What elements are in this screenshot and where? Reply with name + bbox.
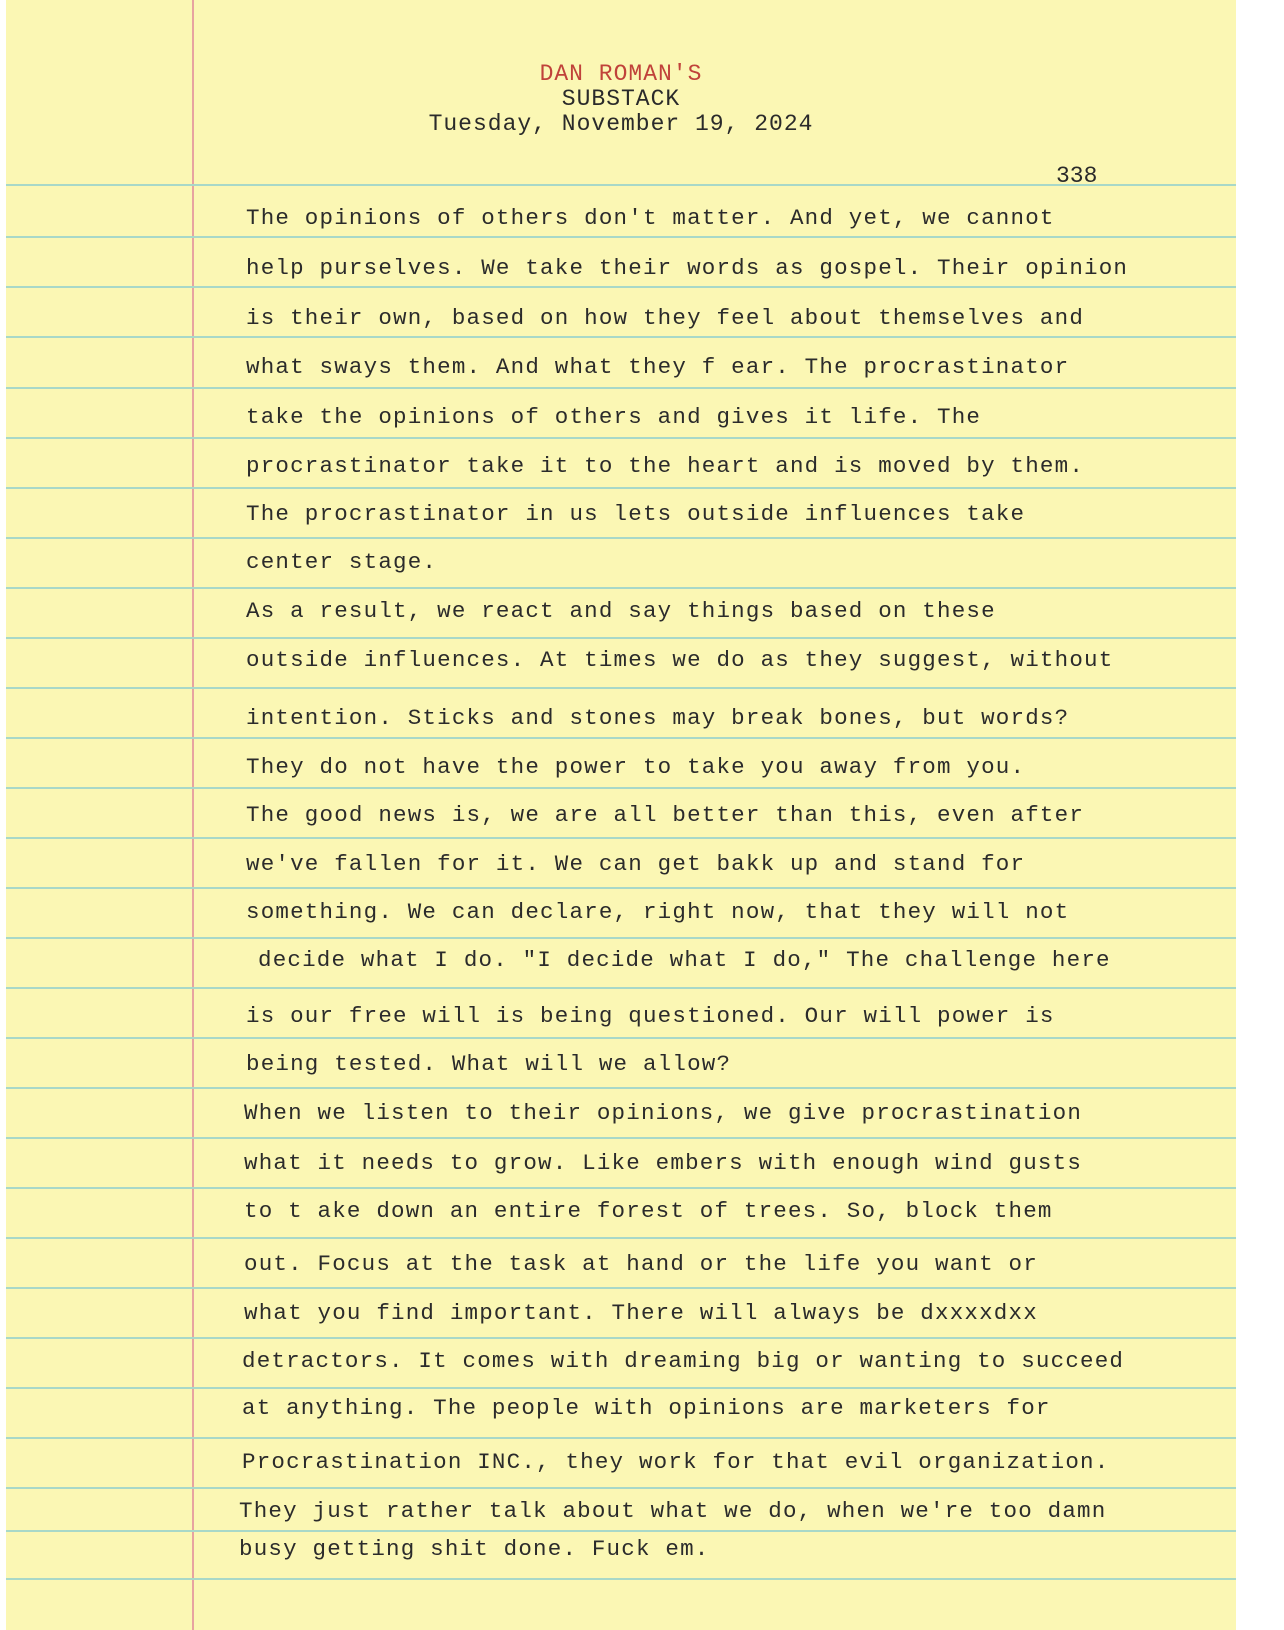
- body-line: to t ake down an entire forest of trees. So, block them: [244, 1198, 1053, 1224]
- body-line: The opinions of others don't matter. And yet, we cannot: [246, 205, 1055, 231]
- ruled-line: [6, 1087, 1236, 1089]
- body-line: something. We can declare, right now, that they will not: [246, 899, 1070, 925]
- ruled-line: [6, 286, 1236, 288]
- ruled-line: [6, 687, 1236, 689]
- body-line: what sways them. And what they f ear. The procrastinator: [246, 354, 1070, 380]
- ruled-line: [6, 1237, 1236, 1239]
- ruled-line: [6, 1287, 1236, 1289]
- body-line: take the opinions of others and gives it life. The: [246, 404, 982, 430]
- body-line: what it needs to grow. Like embers with enough wind gusts: [244, 1150, 1083, 1176]
- ruled-line: [6, 487, 1236, 489]
- ruled-line: [6, 1387, 1236, 1389]
- body-line: As a result, we react and say things based on these: [246, 598, 996, 624]
- body-line: center stage.: [246, 549, 438, 575]
- header-publication: SUBSTACK: [561, 86, 681, 112]
- ruled-line: [6, 236, 1236, 238]
- ruled-line: [6, 937, 1236, 939]
- body-line: The good news is, we are all better than this, even after: [246, 802, 1085, 828]
- body-line: what you find important. There will always be dxxxxdxx: [244, 1300, 1038, 1326]
- body-line: They do not have the power to take you away from you.: [246, 754, 1026, 780]
- ruled-line: [6, 1487, 1236, 1489]
- body-line: is our free will is being questioned. Our will power is: [246, 1003, 1055, 1029]
- ruled-line: [6, 637, 1236, 639]
- ruled-line: [6, 1578, 1236, 1580]
- margin-line: [192, 0, 194, 1630]
- body-line: outside influences. At times we do as they suggest, without: [246, 647, 1114, 673]
- ruled-line: [6, 787, 1236, 789]
- body-line: They just rather talk about what we do, when we're too damn: [239, 1498, 1107, 1524]
- header-date: Tuesday, November 19, 2024: [428, 111, 814, 137]
- ruled-line: [6, 537, 1236, 539]
- ruled-line: [6, 1037, 1236, 1039]
- body-line: help purselves. We take their words as gospel. Their opinion: [246, 255, 1129, 281]
- ruled-line: [6, 437, 1236, 439]
- ruled-line: [6, 1337, 1236, 1339]
- body-line: we've fallen for it. We can get bakk up and stand for: [246, 851, 1026, 877]
- ruled-line: [6, 387, 1236, 389]
- page-number: 338: [1056, 163, 1098, 189]
- ruled-line: [6, 987, 1236, 989]
- ruled-line: [6, 184, 1236, 186]
- body-line: decide what I do. "I decide what I do," The challenge here: [258, 947, 1111, 973]
- ruled-line: [6, 336, 1236, 338]
- body-line: is their own, based on how they feel about themselves and: [246, 305, 1085, 331]
- body-line: busy getting shit done. Fuck em.: [239, 1536, 710, 1562]
- body-line: Procrastination INC., they work for that evil organization.: [242, 1449, 1110, 1475]
- ruled-line: [6, 737, 1236, 739]
- body-line: intention. Sticks and stones may break bones, but words?: [246, 705, 1070, 731]
- ruled-line: [6, 1437, 1236, 1439]
- ruled-line: [6, 887, 1236, 889]
- notebook-page: [6, 0, 1236, 1630]
- header-author: DAN ROMAN'S: [539, 61, 703, 87]
- body-line: When we listen to their opinions, we give procrastination: [244, 1100, 1083, 1126]
- body-line: procrastinator take it to the heart and is moved by them.: [246, 453, 1085, 479]
- body-line: out. Focus at the task at hand or the life you want or: [244, 1251, 1038, 1277]
- ruled-line: [6, 1530, 1236, 1532]
- ruled-line: [6, 1137, 1236, 1139]
- body-line: detractors. It comes with dreaming big or wanting to succeed: [242, 1348, 1125, 1374]
- body-line: at anything. The people with opinions are marketers for: [242, 1395, 1051, 1421]
- body-line: being tested. What will we allow?: [246, 1051, 732, 1077]
- ruled-line: [6, 1187, 1236, 1189]
- body-line: The procrastinator in us lets outside influences take: [246, 501, 1026, 527]
- ruled-line: [6, 837, 1236, 839]
- ruled-line: [6, 587, 1236, 589]
